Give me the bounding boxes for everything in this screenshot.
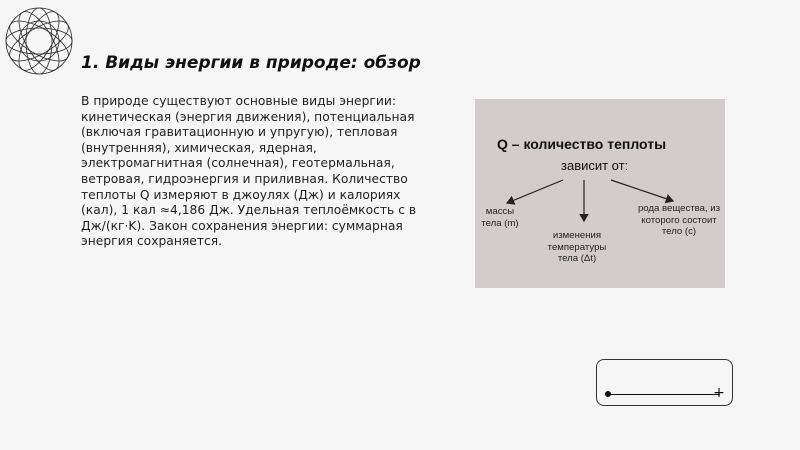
heat-quantity-figure <box>475 99 725 288</box>
slider-widget[interactable] <box>596 359 733 406</box>
slide-title: 1. Виды энергии в природе: обзор <box>81 53 421 73</box>
figure-label-mass: массы тела (m) <box>481 206 519 229</box>
body-paragraph: В природе существуют основные виды энергии: кинетическая (энергия движения), потенциальная (включая гравитационную и упругую), тепловая (внутренняя), химическая, ядерная, электромагнитная (солнечная), геотермальная, ветровая, гидроэнергия и приливная. Количество теплоты Q измеряют в джоулях (Дж) и калориях (кал), 1 кал ≈4,186 Дж. Удельная теплоёмкость c в Дж/(кг·K). Закон сохранения энергии: суммарная энергия сохраняется. <box>81 94 417 249</box>
arrow-left <box>507 180 563 203</box>
arrow-right <box>611 180 673 201</box>
spirograph-logo <box>2 4 76 78</box>
plus-icon[interactable]: + <box>713 385 725 401</box>
figure-label-substance: рода вещества, из которого состоит тело (c) <box>637 203 721 237</box>
figure-subheading: зависит от: <box>561 158 629 173</box>
slider-handle[interactable] <box>605 391 611 397</box>
slider-track[interactable] <box>608 394 720 395</box>
figure-heading: Q – количество теплоты <box>497 136 667 152</box>
figure-label-temperature: изменения температуры тела (Δt) <box>547 230 607 264</box>
